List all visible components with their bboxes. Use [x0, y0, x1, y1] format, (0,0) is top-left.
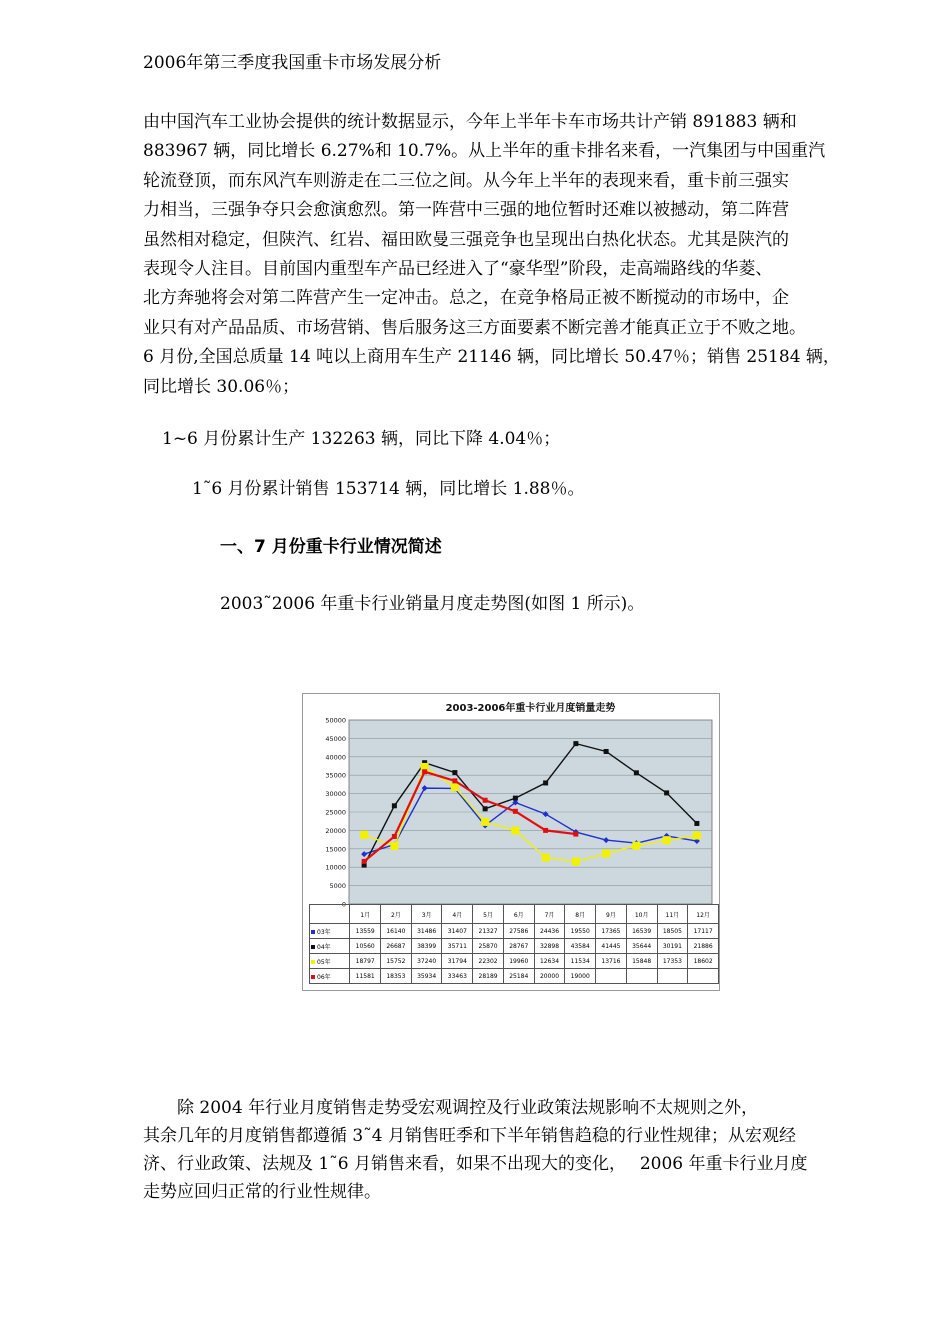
table-cell: 41445 — [596, 939, 627, 954]
legend-entry — [310, 954, 350, 969]
chart-title: 2003-2006年重卡行业月度销量走势 — [445, 703, 616, 714]
legend-marker — [311, 960, 315, 964]
y-tick-label: 30000 — [325, 790, 346, 799]
table-cell: 12634 — [534, 954, 565, 969]
table-cell: 17353 — [657, 954, 688, 969]
paragraph-line: 轮流登顶，而东风汽车则游走在二三位之间。从今年上半年的表现来看，重卡前三强实 — [143, 170, 789, 191]
data-point — [602, 850, 610, 858]
table-cell: 38399 — [411, 939, 442, 954]
paragraph-line: 北方奔驰将会对第二阵营产生一定冲击。总之，在竞争格局正被不断搅动的市场中，企 — [143, 288, 789, 309]
table-cell — [596, 969, 627, 984]
table-cell: 15848 — [626, 954, 657, 969]
table-cell: 28767 — [503, 939, 534, 954]
data-point — [452, 778, 457, 783]
legend-marker — [311, 975, 315, 979]
chart-data-table — [309, 904, 719, 984]
paragraph-line: 走势应回归正常的行业性规律。 — [143, 1182, 381, 1202]
table-cell: 16140 — [381, 924, 412, 939]
data-point — [632, 842, 640, 850]
data-point — [481, 818, 489, 826]
legend-label: 04年 — [317, 943, 331, 951]
y-tick-label: 5000 — [329, 882, 346, 891]
x-tick-label: 6月 — [503, 905, 534, 924]
paragraph-line: 其余几年的月度销售都遵循 3˜4 月销售旺季和下半年销售趋稳的行业性规律；从宏观经 — [143, 1126, 796, 1146]
x-tick-label: 2月 — [381, 905, 412, 924]
data-point — [664, 790, 669, 795]
data-point — [693, 832, 701, 840]
table-cell: 21886 — [688, 939, 719, 954]
data-point — [634, 770, 639, 775]
table-cell: 43584 — [565, 939, 596, 954]
table-cell: 25184 — [503, 969, 534, 984]
x-tick-label: 3月 — [411, 905, 442, 924]
table-cell: 22302 — [473, 954, 504, 969]
y-tick-label: 40000 — [325, 753, 346, 762]
legend-entry — [310, 939, 350, 954]
paragraph-line: 同比增长 30.06％； — [143, 376, 300, 397]
data-point — [513, 796, 518, 801]
cumulative-sales: 1˜6 月份累计销售 153714 辆，同比增长 1.88％。 — [192, 479, 585, 499]
table-cell: 11581 — [350, 969, 381, 984]
x-tick-label: 10月 — [626, 905, 657, 924]
legend-marker — [311, 930, 315, 934]
paragraph-1 — [143, 108, 840, 402]
x-tick-label: 11月 — [657, 905, 688, 924]
table-cell: 13559 — [350, 924, 381, 939]
table-cell: 32898 — [534, 939, 565, 954]
y-tick-label: 45000 — [325, 734, 346, 743]
table-cell: 25870 — [473, 939, 504, 954]
x-tick-label: 9月 — [596, 905, 627, 924]
table-cell: 24436 — [534, 924, 565, 939]
paragraph-line: 除 2004 年行业月度销售走势受宏观调控及行业政策法规影响不太规则之外， — [143, 1098, 759, 1118]
data-point — [483, 798, 488, 803]
data-point — [543, 780, 548, 785]
paragraph-line: 济、行业政策、法规及 1˜6 月销售来看，如果不出现大的变化， 2006 年重卡行业月度 — [143, 1154, 808, 1174]
data-point — [392, 834, 397, 839]
table-cell: 13716 — [596, 954, 627, 969]
data-point — [511, 827, 519, 835]
legend-label: 03年 — [317, 928, 331, 936]
y-tick-label: 15000 — [325, 845, 346, 854]
paragraph-line: 6 月份,全国总质量 14 吨以上商用车生产 21146 辆，同比增长 50.47％；销售 25184 辆， — [143, 347, 840, 368]
table-cell: 19000 — [565, 969, 596, 984]
data-point — [360, 831, 368, 839]
document-title: 2006年第三季度我国重卡市场发展分析 — [143, 53, 442, 73]
paragraph-line: 虽然相对稳定，但陕汽、红岩、福田欧曼三强竞争也呈现出白热化状态。尤其是陕汽的 — [143, 229, 789, 250]
x-tick-label: 4月 — [442, 905, 473, 924]
x-tick-label: 1月 — [350, 905, 381, 924]
legend-label: 06年 — [317, 973, 331, 981]
legend-label: 05年 — [317, 958, 331, 966]
data-point — [392, 803, 397, 808]
table-cell: 31486 — [411, 924, 442, 939]
paragraph-line: 883967 辆，同比增长 6.27%和 10.7%。从上半年的重卡排名来看，一汽集团与中国重汽 — [143, 141, 826, 162]
data-point — [604, 749, 609, 754]
y-tick-label: 25000 — [325, 808, 346, 817]
y-tick-label: 35000 — [325, 771, 346, 780]
y-tick-label: 10000 — [325, 863, 346, 872]
table-cell: 27586 — [503, 924, 534, 939]
table-cell: 28189 — [473, 969, 504, 984]
table-cell: 19550 — [565, 924, 596, 939]
figure-caption: 2003˜2006 年重卡行业销量月度走势图(如图 1 所示)。 — [220, 594, 645, 614]
table-cell — [657, 969, 688, 984]
data-point — [663, 836, 671, 844]
data-point — [572, 858, 580, 866]
data-point — [542, 854, 550, 862]
data-point — [452, 770, 457, 775]
table-cell: 18797 — [350, 954, 381, 969]
table-cell: 21327 — [473, 924, 504, 939]
paragraph-line: 表现令人注目。目前国内重型车产品已经进入了“豪华型”阶段，走高端路线的华菱、 — [143, 258, 773, 279]
y-tick-label: 20000 — [325, 826, 346, 835]
legend-marker — [311, 945, 315, 949]
table-corner — [310, 905, 350, 924]
table-cell: 16539 — [626, 924, 657, 939]
paragraph-line: 力相当，三强争夺只会愈演愈烈。第一阵营中三强的地位暂时还难以被撼动，第二阵营 — [143, 200, 789, 221]
data-point — [543, 828, 548, 833]
table-row — [310, 924, 719, 939]
data-point — [451, 783, 459, 791]
y-tick-label: 50000 — [325, 716, 346, 725]
data-point — [573, 741, 578, 746]
data-point — [362, 859, 367, 864]
table-cell: 30191 — [657, 939, 688, 954]
table-cell: 18505 — [657, 924, 688, 939]
paragraph-2 — [143, 1094, 808, 1206]
data-point — [694, 821, 699, 826]
table-cell: 11534 — [565, 954, 596, 969]
table-row — [310, 969, 719, 984]
x-tick-label: 7月 — [534, 905, 565, 924]
table-cell: 15752 — [381, 954, 412, 969]
table-cell: 20000 — [534, 969, 565, 984]
table-cell: 37240 — [411, 954, 442, 969]
data-point — [513, 809, 518, 814]
table-cell: 26687 — [381, 939, 412, 954]
table-cell: 31407 — [442, 924, 473, 939]
table-cell: 31794 — [442, 954, 473, 969]
section-heading: 一、7 月份重卡行业情况简述 — [220, 537, 442, 557]
x-tick-label: 5月 — [473, 905, 504, 924]
x-tick-label: 12月 — [688, 905, 719, 924]
table-cell — [688, 969, 719, 984]
data-point — [390, 842, 398, 850]
cumulative-production: 1~6 月份累计生产 132263 辆，同比下降 4.04％； — [162, 429, 561, 449]
table-row — [310, 939, 719, 954]
table-cell: 17117 — [688, 924, 719, 939]
table-cell: 19960 — [503, 954, 534, 969]
data-point — [422, 769, 427, 774]
x-tick-label: 8月 — [565, 905, 596, 924]
table-cell: 33463 — [442, 969, 473, 984]
table-cell: 35644 — [626, 939, 657, 954]
y-tick-label: 0 — [341, 900, 346, 909]
table-cell: 18353 — [381, 969, 412, 984]
table-row — [310, 954, 719, 969]
legend-entry — [310, 924, 350, 939]
table-cell: 17365 — [596, 924, 627, 939]
table-cell: 35934 — [411, 969, 442, 984]
table-cell: 18602 — [688, 954, 719, 969]
data-point — [483, 806, 488, 811]
table-cell: 10560 — [350, 939, 381, 954]
legend-entry — [310, 969, 350, 984]
table-cell: 35711 — [442, 939, 473, 954]
sales-trend-chart — [302, 693, 720, 991]
table-cell — [626, 969, 657, 984]
paragraph-line: 由中国汽车工业协会提供的统计数据显示，今年上半年卡车市场共计产销 891883 辆和 — [143, 112, 797, 132]
paragraph-line: 业只有对产品品质、市场营销、售后服务这三方面要素不断完善才能真正立于不败之地。 — [143, 317, 806, 338]
data-point — [573, 832, 578, 837]
